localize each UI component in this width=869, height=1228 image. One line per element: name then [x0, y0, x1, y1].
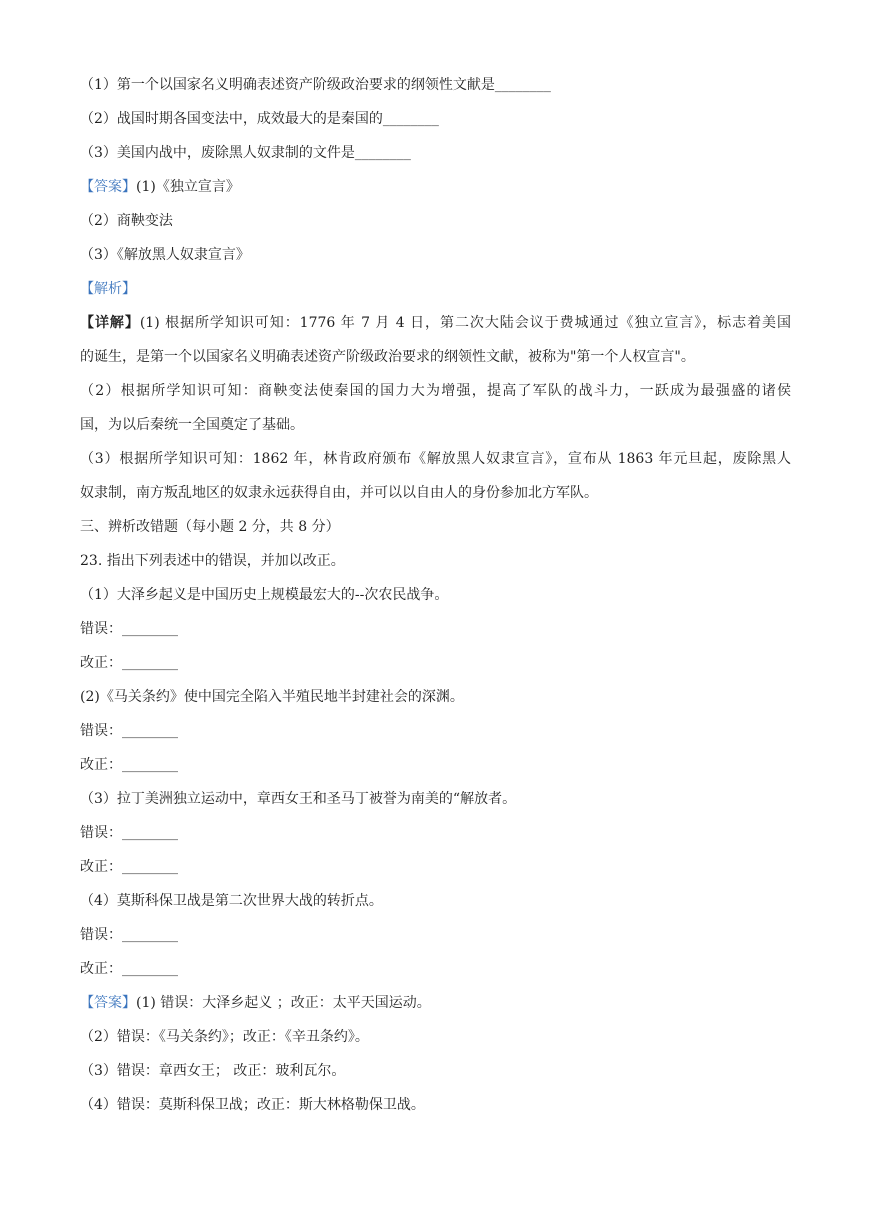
- answer23-line-2: （2）错误：《马关条约》；改正：《辛丑条约》。: [80, 1029, 369, 1045]
- detail-p1-line-2: 的诞生，是第一个以国家名义明确表述资产阶级政治要求的纲领性文献，被称为"第一个人权宣言"。: [80, 349, 695, 365]
- detail-p3-line-1: （3）根据所学知识可知：1862 年，林肯政府颁布《解放黑人奴隶宣言》，宣布从 1863 年元旦起，废除黑人: [80, 451, 791, 467]
- document-page: [80, 68, 792, 1122]
- answer23-line-4: （4）错误：莫斯科保卫战；改正：斯大林格勒保卫战。: [80, 1097, 425, 1113]
- q23-fix-blank-3: 改正：________: [80, 859, 178, 875]
- q23-error-blank-1: 错误：________: [80, 621, 178, 637]
- analysis-label: 【解析】: [80, 281, 136, 297]
- detail-p1-text-1: (1) 根据所学知识可知：1776 年 7 月 4 日，第二次大陆会议于费城通过《独立宣言》，标志着美国: [139, 315, 791, 331]
- q23-error-blank-2: 错误：________: [80, 723, 178, 739]
- detail-p2-line-2: 国，为以后秦统一全国奠定了基础。: [80, 417, 304, 433]
- answer-label: 【答案】: [80, 995, 136, 1011]
- answer23-line-1: [80, 986, 792, 1020]
- answer22-line-3: （3）《解放黑人奴隶宣言》: [80, 247, 250, 263]
- q23-error-blank-4: 错误：________: [80, 927, 178, 943]
- q23-statement-3: （3）拉丁美洲独立运动中，章西女王和圣马丁被誉为南美的“解放者。: [80, 791, 517, 807]
- detail-p2-line-1: （2）根据所学知识可知：商鞅变法使秦国的国力大为增强，提高了军队的战斗力，一跃成为最强盛的诸侯: [80, 383, 791, 399]
- answer22-line-2: （2）商鞅变法: [80, 213, 173, 229]
- answer23-text-1: (1) 错误：大泽乡起义 ；改正：太平天国运动。: [136, 995, 431, 1011]
- detail-p1-line-1: [80, 306, 791, 340]
- section-heading: 三、辨析改错题（每小题 2 分，共 8 分）: [80, 519, 340, 535]
- q23-statement-2: (2)《马关条约》使中国完全陷入半殖民地半封建社会的深渊。: [80, 689, 464, 705]
- detail-p3-line-2: 奴隶制，南方叛乱地区的奴隶永远获得自由，并可以以自由人的身份参加北方军队。: [80, 485, 598, 501]
- q23-statement-1: （1）大泽乡起义是中国历史上规模最宏大的--次农民战争。: [80, 587, 449, 603]
- q23-statement-4: （4）莫斯科保卫战是第二次世界大战的转折点。: [80, 893, 383, 909]
- q23-fix-blank-2: 改正：________: [80, 757, 178, 773]
- answer-label: 【答案】: [80, 179, 136, 195]
- q22-item-2: （2）战国时期各国变法中，成效最大的是秦国的________: [80, 111, 439, 127]
- q23-error-blank-3: 错误：________: [80, 825, 178, 841]
- answer22-text-1: (1)《独立宣言》: [136, 179, 240, 195]
- answer23-line-3: （3）错误：章西女王； 改正：玻利瓦尔。: [80, 1063, 346, 1079]
- detail-label: 【详解】: [80, 315, 140, 331]
- q23-fix-blank-1: 改正：________: [80, 655, 178, 671]
- q23-title: 23. 指出下列表述中的错误，并加以改正。: [80, 553, 345, 569]
- answer22-line-1: [80, 170, 792, 204]
- q22-item-1: （1）第一个以国家名义明确表述资产阶级政治要求的纲领性文献是________: [80, 77, 551, 93]
- q22-item-3: （3）美国内战中，废除黑人奴隶制的文件是________: [80, 145, 411, 161]
- q23-fix-blank-4: 改正：________: [80, 961, 178, 977]
